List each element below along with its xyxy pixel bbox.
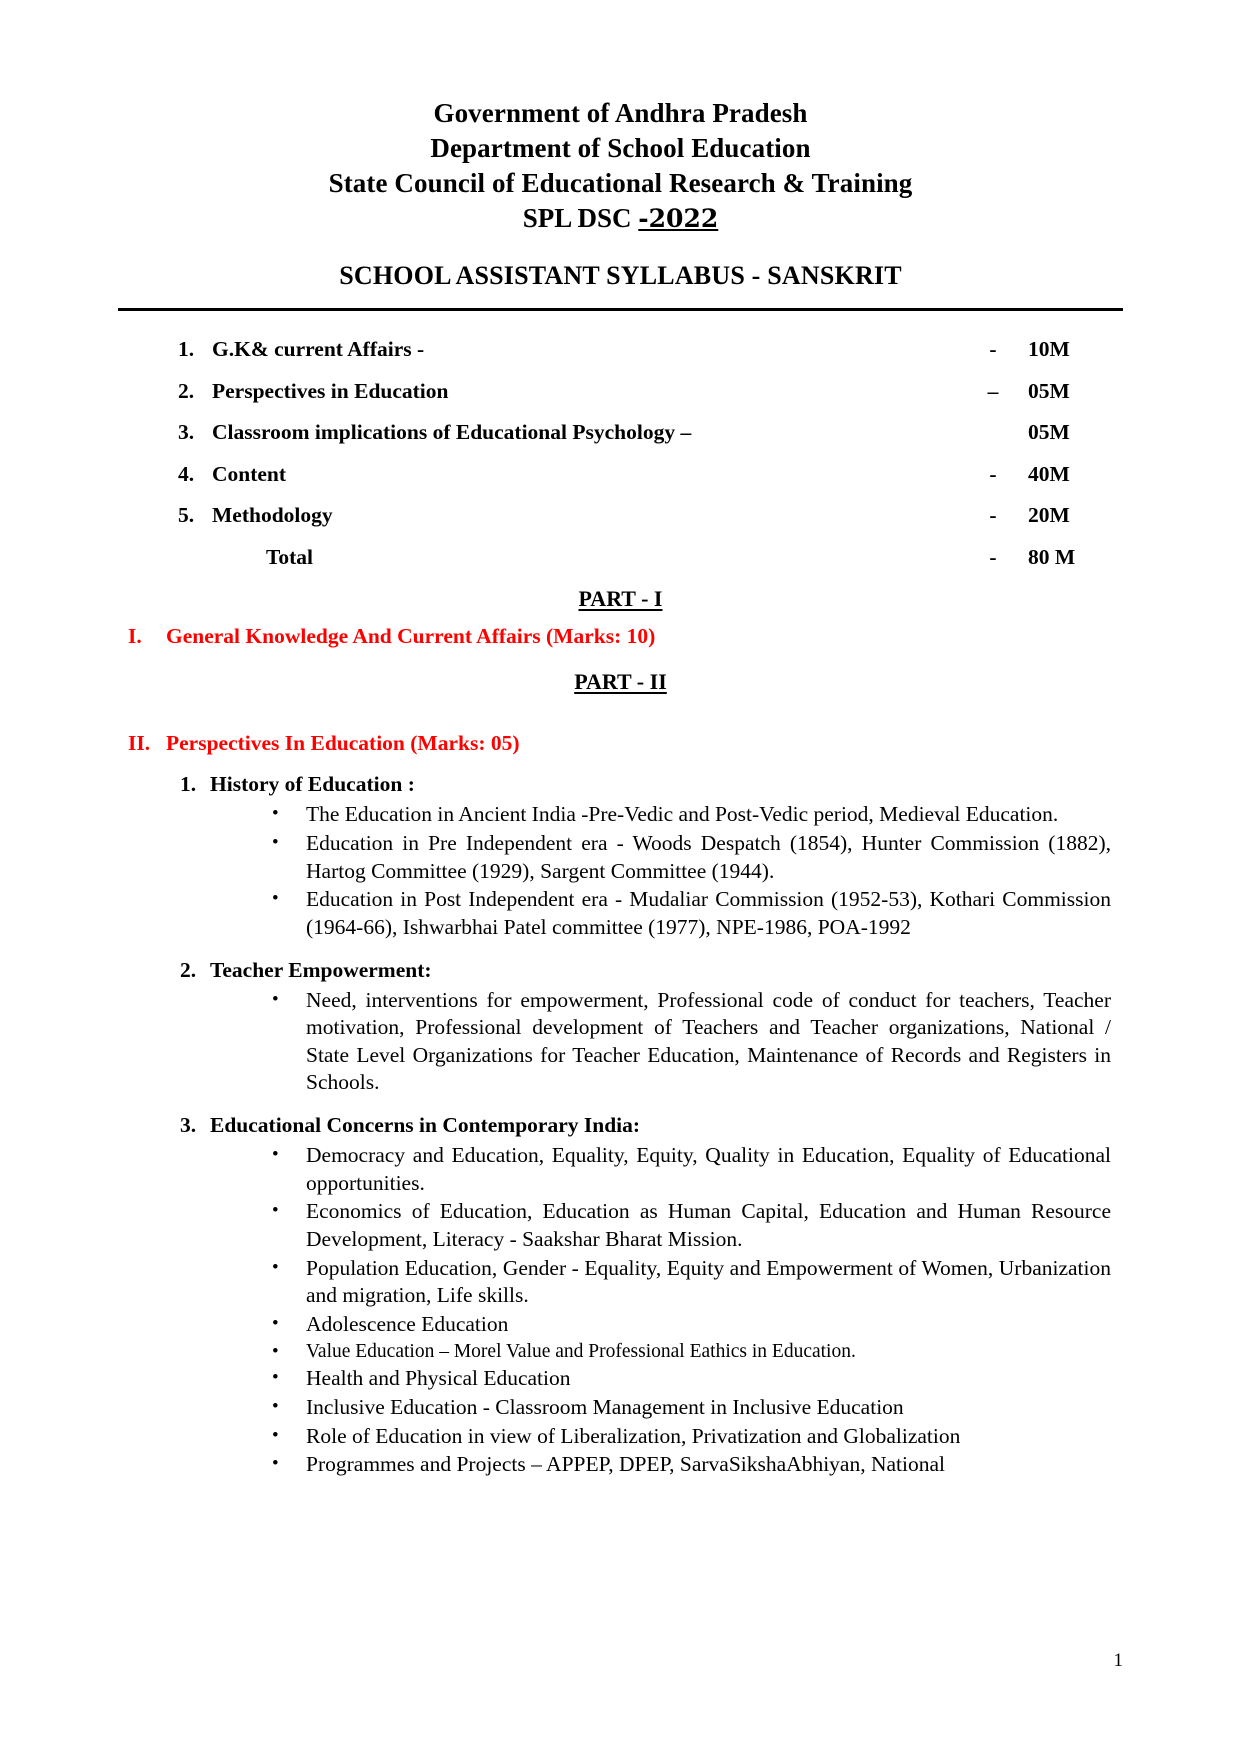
page-title: SCHOOL ASSISTANT SYLLABUS - SANSKRIT <box>339 261 902 291</box>
part-two-heading <box>118 669 1123 695</box>
section-heading-text: Perspectives In Education (Marks: 05) <box>166 731 520 756</box>
list-item <box>266 1423 1123 1451</box>
subsection-heading-teacher-empowerment <box>180 958 1123 983</box>
section-heading-gk <box>128 624 1123 649</box>
section-heading-perspectives <box>128 731 1123 756</box>
marks-total-dash: - <box>989 544 997 569</box>
marks-row-label: Perspectives in Education <box>212 378 449 403</box>
list-item-text: Role of Education in view of Liberalization, Privatization and Globalization <box>306 1423 961 1448</box>
marks-row-dash: - <box>989 461 997 486</box>
subsection-title: History of Education : <box>210 772 415 797</box>
marks-row-number: 4. <box>178 461 195 486</box>
list-item-text: Health and Physical Education <box>306 1366 571 1391</box>
marks-row-label: Classroom implications of Educational Psychology – <box>212 420 692 445</box>
list-item <box>266 1142 1123 1197</box>
bullet-icon: • <box>272 888 279 910</box>
marks-total-value: 80 M <box>1028 544 1076 569</box>
marks-row <box>178 420 1123 445</box>
subsection-number: 2. <box>180 957 197 982</box>
part-one-heading <box>118 586 1123 612</box>
header-line-scert: State Council of Educational Research & Training <box>328 168 913 199</box>
bullet-icon: • <box>272 803 279 825</box>
marks-row-value: 20M <box>1028 503 1070 528</box>
marks-row-label: Methodology <box>212 503 333 528</box>
marks-row-value: 40M <box>1028 461 1070 486</box>
subsection-heading-history <box>180 772 1123 797</box>
header-line-department: Department of School Education <box>430 133 811 164</box>
marks-total-label: Total <box>266 544 313 569</box>
subsection-number: 1. <box>180 772 197 797</box>
marks-row-value: 05M <box>1028 378 1070 403</box>
list-item-text: Adolescence Education <box>306 1311 509 1336</box>
list-item <box>266 1339 1123 1364</box>
header-line-exam <box>118 201 1123 236</box>
marks-row-number: 2. <box>178 378 195 403</box>
part-two-heading-text: PART - II <box>574 669 667 695</box>
marks-row-dash: - <box>989 337 997 362</box>
marks-breakdown <box>178 337 1123 570</box>
bullet-icon: • <box>272 1453 279 1475</box>
list-item <box>266 1311 1123 1339</box>
list-item <box>266 1198 1123 1253</box>
subsection-heading-educational-concerns <box>180 1113 1123 1138</box>
bullet-list-educational-concerns <box>118 1142 1123 1479</box>
list-item <box>266 987 1123 1098</box>
marks-row-number: 1. <box>178 337 195 362</box>
document-header <box>118 96 1123 236</box>
part-one-heading-text: PART - I <box>578 586 663 612</box>
list-item-text: Value Education – Morel Value and Professional Eathics in Education. <box>306 1341 856 1363</box>
section-heading-text: General Knowledge And Current Affairs (Marks: 10) <box>166 624 656 649</box>
bullet-icon: • <box>272 1424 279 1446</box>
list-item-text: Programmes and Projects – APPEP, DPEP, SarvaSikshaAbhiyan, National <box>306 1452 946 1477</box>
bullet-icon: • <box>272 1367 279 1389</box>
marks-row <box>178 379 1123 404</box>
marks-row <box>178 503 1123 528</box>
subsection-number: 3. <box>180 1113 197 1137</box>
marks-row-value: 05M <box>1028 420 1070 445</box>
bullet-icon: • <box>272 832 279 853</box>
page-number: 1 <box>1113 1650 1123 1671</box>
list-item <box>266 886 1123 941</box>
marks-row <box>178 337 1123 362</box>
list-item <box>266 1394 1123 1422</box>
bullet-list-history <box>118 801 1123 941</box>
list-item-text: Economics of Education, Education as Human Capital, Education and Human Resource Development, Literacy - Saakshar Bharat Mission. <box>306 1199 1111 1251</box>
bullet-icon: • <box>272 1200 279 1222</box>
list-item-text: Population Education, Gender - Equality, Equity and Empowerment of Women, Urbanization and migration, Life skills. <box>306 1255 1111 1308</box>
subsection-title: Teacher Empowerment: <box>210 957 432 982</box>
list-item-text: Need, interventions for empowerment, Professional code of conduct for teachers, Teacher motivation, Professional development of Teachers and Teacher organizations, National / State Level Organizations for Teacher Education, Maintenance of Records and Registers in Schools. <box>306 987 1111 1095</box>
bullet-icon: • <box>272 1341 279 1363</box>
bullet-icon: • <box>272 1312 279 1334</box>
bullet-icon: • <box>272 1256 279 1278</box>
list-item-text: Education in Post Independent era - Mudaliar Commission (1952-53), Kothari Commission (1964-66), Ishwarbhai Patel committee (1977), NPE-1986, POA-1992 <box>306 887 1111 939</box>
marks-row-number: 5. <box>178 503 195 528</box>
bullet-icon: • <box>272 1144 279 1165</box>
bullet-icon: • <box>272 1396 279 1418</box>
list-item <box>266 801 1123 829</box>
marks-row <box>178 462 1123 487</box>
marks-row-number: 3. <box>178 420 195 445</box>
list-item <box>266 1255 1123 1310</box>
list-item <box>266 1451 1123 1479</box>
list-item <box>266 1365 1123 1393</box>
list-item-text: Democracy and Education, Equality, Equity, Quality in Education, Equality of Educational opportunities. <box>306 1143 1111 1195</box>
section-roman-numeral: II. <box>128 731 151 756</box>
section-roman-numeral: I. <box>128 624 142 649</box>
header-line-government: Government of Andhra Pradesh <box>433 98 808 128</box>
bullet-list-teacher-empowerment <box>118 987 1123 1098</box>
list-item-text: The Education in Ancient India -Pre-Vedic and Post-Vedic period, Medieval Education. <box>306 802 1059 827</box>
marks-row-dash: – <box>987 378 999 403</box>
subsection-title: Educational Concerns in Contemporary India: <box>210 1113 641 1137</box>
list-item-text: Education in Pre Independent era - Woods Despatch (1854), Hunter Commission (1882), Hartog Committee (1929), Sargent Committee (1944). <box>306 831 1111 883</box>
list-item-text: Inclusive Education - Classroom Management in Inclusive Education <box>306 1395 904 1420</box>
bullet-icon: • <box>272 988 279 1010</box>
exam-code: SPL DSC <box>522 203 639 234</box>
list-item <box>266 830 1123 885</box>
marks-row-label: G.K& current Affairs - <box>212 337 425 362</box>
header-divider <box>118 308 1123 311</box>
marks-row-label: Content <box>212 461 287 486</box>
marks-row-dash: - <box>989 503 997 528</box>
marks-total-row <box>178 545 1123 570</box>
marks-row-value: 10M <box>1028 337 1070 362</box>
exam-year: -2022 <box>638 204 719 234</box>
